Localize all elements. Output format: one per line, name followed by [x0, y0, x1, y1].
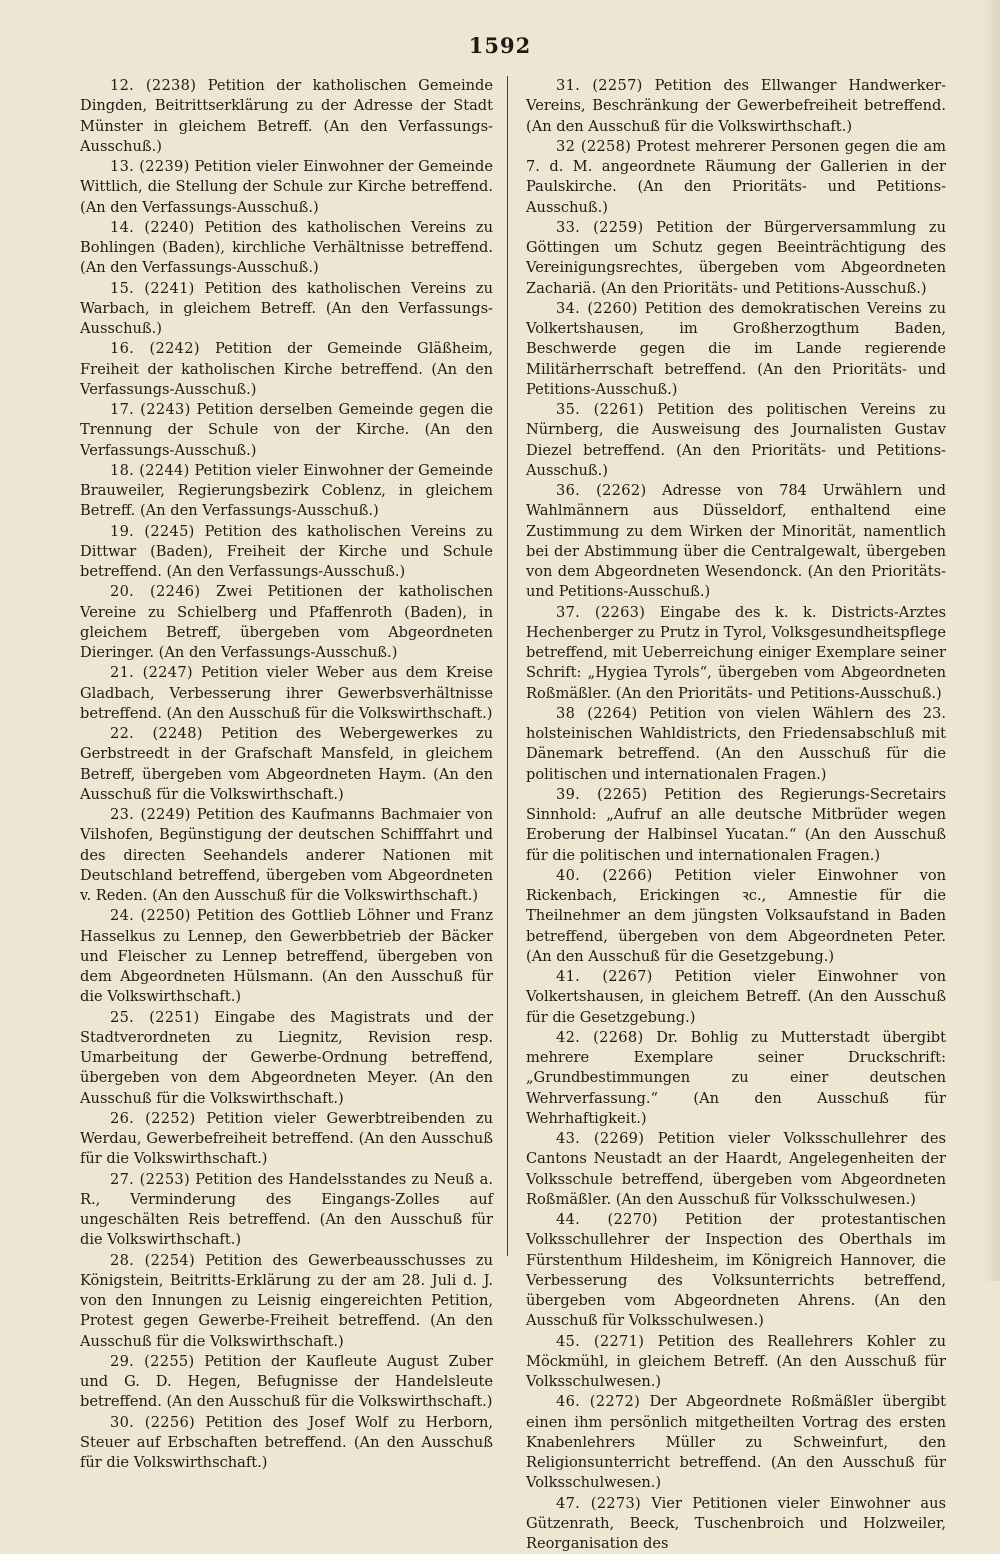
- entry-number: 29. (2255): [110, 1353, 194, 1370]
- entry-number: 41. (2267): [556, 968, 653, 985]
- entry-text: Petition des Ellwanger Handwerker-Vereins, Beschränkung der Gewerbefreiheit betreffend. (An den Ausschuß für die Volkswirthschaft.): [526, 77, 946, 135]
- entry-text: Petition vieler Weber aus dem Kreise Gladbach, Verbesserung ihrer Gewerbsverhältnisse betreffend. (An den Ausschuß für die Volkswirthschaft.): [80, 664, 493, 722]
- entry-text: Petition von vielen Wählern des 23. holsteinischen Wahldistricts, den Friedensabschluß mit Dänemark betreffend. (An den Ausschuß für die politischen und internationalen Fragen.): [526, 705, 946, 783]
- entry-text: Petition des Gewerbeausschusses zu Königstein, Beitritts-Erklärung zu der am 28. Juli d. J. von den Innungen zu Leisnig eingereichten Petition, Protest gegen Gewerbe-Freiheit betreffend. (An den Ausschuß für die Volkswirthschaft.): [80, 1252, 493, 1350]
- petition-entry: [526, 967, 946, 1028]
- petition-entry: [80, 76, 493, 157]
- petition-entry: [526, 603, 946, 704]
- entry-text: Petition vieler Einwohner der Gemeinde Wittlich, die Stellung der Schule zur Kirche betreffend. (An den Verfassungs-Ausschuß.): [80, 158, 493, 216]
- entry-text: Petition des Webergewerkes zu Gerbstreedt in der Grafschaft Mansfeld, in gleichem Betreff, übergeben vom Abgeordneten Haym. (An den Ausschuß für die Volkswirthschaft.): [80, 725, 493, 803]
- petition-entry: [80, 1251, 493, 1352]
- entry-number: 32 (2258): [556, 138, 631, 155]
- left-column: [80, 76, 493, 1266]
- petition-entry: [80, 663, 493, 724]
- entry-text: Dr. Bohlig zu Mutterstadt übergibt mehrere Exemplare seiner Druckschrift: „Grundbestimmungen zu einer deutschen Wehrverfassung.“ (An den Ausschuß für Wehrhaftigkeit.): [526, 1029, 946, 1127]
- entry-number: 35. (2261): [556, 401, 644, 418]
- petition-entry: [526, 1494, 946, 1554]
- entry-number: 26. (2252): [110, 1110, 195, 1127]
- entry-text: Protest mehrerer Personen gegen die am 7. d. M. angeordnete Räumung der Gallerien in der Paulskirche. (An den Prioritäts- und Petitions-Ausschuß.): [526, 138, 946, 216]
- entry-text: Petition des katholischen Vereins zu Warbach, in gleichem Betreff. (An den Verfassungs-Ausschuß.): [80, 280, 493, 338]
- entry-number: 14. (2240): [110, 219, 195, 236]
- entry-text: Petition vieler Einwohner der Gemeinde Brauweiler, Regierungsbezirk Coblenz, in gleichem Betreff. (An den Verfassungs-Ausschuß.): [80, 462, 493, 520]
- petition-entry: [526, 1129, 946, 1210]
- column-divider: [507, 76, 508, 1256]
- page-number: 1592: [0, 33, 1000, 58]
- petition-entry: [80, 522, 493, 583]
- entry-number: 33. (2259): [556, 219, 643, 236]
- entry-text: Der Abgeordnete Roßmäßler übergibt einen ihm persönlich mitgetheilten Vortrag des ersten Knabenlehrers Müller zu Schweinfurt, den Religionsunterricht betreffend. (An den Ausschuß für Volksschulwesen.): [526, 1393, 946, 1491]
- petition-entry: [526, 1392, 946, 1493]
- entry-text: Petition der katholischen Gemeinde Dingden, Beitrittserklärung zu der Adresse der Stadt Münster in gleichem Betreff. (An den Verfassungs-Ausschuß.): [80, 77, 493, 155]
- entry-number: 39. (2265): [556, 786, 647, 803]
- entry-text: Petition des politischen Vereins zu Nürnberg, die Ausweisung des Journalisten Gustav Diezel betreffend. (An den Prioritäts- und Petitions-Ausschuß.): [526, 401, 946, 479]
- entry-number: 20. (2246): [110, 583, 200, 600]
- entry-text: Adresse von 784 Urwählern und Wahlmännern aus Düsseldorf, enthaltend eine Zustimmung zu dem Wirken der Minorität, namentlich bei der Abstimmung über die Centralgewalt, übergeben von dem Abgeordneten Wesendonck. (An den Prioritäts- und Petitions-Ausschuß.): [526, 482, 946, 600]
- entry-number: 34. (2260): [556, 300, 638, 317]
- petition-entry: [526, 137, 946, 218]
- petition-entry: [526, 400, 946, 481]
- entry-text: Petition der Gemeinde Gläßheim, Freiheit der katholischen Kirche betreffend. (An den Verfassungs-Ausschuß.): [80, 340, 493, 398]
- entry-number: 43. (2269): [556, 1130, 644, 1147]
- entry-number: 30. (2256): [110, 1414, 195, 1431]
- entry-text: Zwei Petitionen der katholischen Vereine zu Schielberg und Pfaffenroth (Baden), in gleichem Betreff, übergeben vom Abgeordneten Dieringer. (An den Verfassungs-Ausschuß.): [80, 583, 493, 661]
- entry-number: 44. (2270): [556, 1211, 658, 1228]
- petition-entry: [526, 76, 946, 137]
- entry-number: 24. (2250): [110, 907, 191, 924]
- entry-text: Petition des Josef Wolf zu Herborn, Steuer auf Erbschaften betreffend. (An den Ausschuß für die Volkswirthschaft.): [80, 1414, 493, 1472]
- entry-text: Petition des Handelsstandes zu Neuß a. R., Verminderung des Eingangs-Zolles auf ungeschälten Reis betreffend. (An den Ausschuß für die Volkswirthschaft.): [80, 1171, 493, 1249]
- entry-text: Eingabe des Magistrats und der Stadtverordneten zu Liegnitz, Revision resp. Umarbeitung der Gewerbe-Ordnung betreffend, übergeben von dem Abgeordneten Meyer. (An den Ausschuß für die Volkswirthschaft.): [80, 1009, 493, 1107]
- petition-entry: [80, 400, 493, 461]
- petition-entry: [526, 866, 946, 967]
- entry-text: Petition des katholischen Vereins zu Dittwar (Baden), Freiheit der Kirche und Schule betreffend. (An den Verfassungs-Ausschuß.): [80, 523, 493, 581]
- entry-text: Petition des Gottlieb Löhner und Franz Hasselkus zu Lennep, den Gewerbbetrieb der Bäcker und Fleischer zu Lennep betreffend, übergeben von dem Abgeordneten Hülsmann. (An den Ausschuß für die Volkswirthschaft.): [80, 907, 493, 1005]
- entry-number: 18. (2244): [110, 462, 190, 479]
- entry-text: Vier Petitionen vieler Einwohner aus Gützenrath, Beeck, Tuschenbroich und Holzweiler, Reorganisation des: [526, 1495, 946, 1553]
- petition-entry: [80, 1413, 493, 1474]
- entry-text: Petition des Kaufmanns Bachmaier von Vilshofen, Begünstigung der deutschen Schifffahrt und des directen Seehandels anderer Nationen mit Deutschland betreffend, übergeben vom Abgeordneten v. Reden. (An den Ausschuß für die Volkswirthschaft.): [80, 806, 493, 904]
- entry-text: Petition vieler Gewerbtreibenden zu Werdau, Gewerbefreiheit betreffend. (An den Ausschuß für die Volkswirthschaft.): [80, 1110, 493, 1168]
- entry-text: Petition des katholischen Vereins zu Bohlingen (Baden), kirchliche Verhältnisse betreffend. (An den Verfassungs-Ausschuß.): [80, 219, 493, 277]
- right-column: [526, 76, 946, 1266]
- entry-number: 12. (2238): [110, 77, 196, 94]
- entry-number: 37. (2263): [556, 604, 645, 621]
- entry-text: Petition der Kaufleute August Zuber und G. D. Hegen, Befugnisse der Handelsleute betreffend. (An den Ausschuß für die Volkswirthschaft.): [80, 1353, 493, 1411]
- petition-entry: [526, 785, 946, 866]
- entry-number: 25. (2251): [110, 1009, 200, 1026]
- petition-entry: [80, 1352, 493, 1413]
- entry-number: 28. (2254): [110, 1252, 195, 1269]
- entry-text: Petition des demokratischen Vereins zu Volkertshausen, im Großherzogthum Baden, Beschwerde gegen die im Lande regierende Militärherrschaft betreffend. (An den Prioritäts- und Petitions-Ausschuß.): [526, 300, 946, 398]
- petition-entry: [526, 218, 946, 299]
- entry-number: 13. (2239): [110, 158, 190, 175]
- petition-entry: [526, 299, 946, 400]
- entry-text: Petition vieler Volksschullehrer des Cantons Neustadt an der Haardt, Angelegenheiten der Volksschule betreffend, übergeben vom Abgeordneten Roßmäßler. (An den Ausschuß für Volksschulwesen.): [526, 1130, 946, 1208]
- petition-entry: [80, 906, 493, 1007]
- entry-text: Petition derselben Gemeinde gegen die Trennung der Schule von der Kirche. (An den Verfassungs-Ausschuß.): [80, 401, 493, 459]
- petition-entry: [80, 805, 493, 906]
- entry-text: Petition des Regierungs-Secretairs Sinnhold: „Aufruf an alle deutsche Mitbrüder wegen Eroberung der Halbinsel Yucatan.“ (An den Ausschuß für die politischen und internationalen Fragen.): [526, 786, 946, 864]
- petition-entry: [526, 704, 946, 785]
- entry-number: 27. (2253): [110, 1171, 190, 1188]
- entry-text: Eingabe des k. k. Districts-Arztes Hechenberger zu Prutz in Tyrol, Volksgesundheitspflege betreffend, mit Ueberreichung einiger Exemplare seiner Schrift: „Hygiea Tyrols“, übergeben vom Abgeordneten Roßmäßler. (An den Prioritäts- und Petitions-Ausschuß.): [526, 604, 946, 702]
- entry-number: 21. (2247): [110, 664, 193, 681]
- entry-number: 47. (2273): [556, 1495, 641, 1512]
- entry-number: 23. (2249): [110, 806, 191, 823]
- entry-number: 38 (2264): [556, 705, 638, 722]
- petition-entry: [526, 481, 946, 603]
- entry-text: Petition vieler Einwohner von Volkertshausen, in gleichem Betreff. (An den Ausschuß für die Gesetzgebung.): [526, 968, 946, 1026]
- entry-number: 15. (2241): [110, 280, 195, 297]
- entry-number: 36. (2262): [556, 482, 646, 499]
- petition-entry: [80, 1170, 493, 1251]
- petition-entry: [80, 1109, 493, 1170]
- entry-text: Petition der Bürgerversammlung zu Göttingen um Schutz gegen Beeinträchtigung des Vereinigungsrechtes, übergeben vom Abgeordneten Zachariä. (An den Prioritäts- und Petitions-Ausschuß.): [526, 219, 946, 297]
- entry-text: Petition der protestantischen Volksschullehrer der Inspection des Oberthals im Fürstenthum Hildesheim, im Königreich Hannover, die Verbesserung des Volksunterrichts betreffend, übergeben vom Abgeordneten Ahrens. (An den Ausschuß für Volksschulwesen.): [526, 1211, 946, 1329]
- petition-entry: [526, 1028, 946, 1129]
- entry-number: 31. (2257): [556, 77, 643, 94]
- petition-entry: [80, 157, 493, 218]
- entry-number: 40. (2266): [556, 867, 653, 884]
- entry-number: 16. (2242): [110, 340, 200, 357]
- entry-number: 17. (2243): [110, 401, 191, 418]
- petition-entry: [526, 1332, 946, 1393]
- entry-number: 19. (2245): [110, 523, 195, 540]
- petition-entry: [526, 1210, 946, 1332]
- page-edge-shadow: [982, 0, 1000, 1281]
- entry-number: 45. (2271): [556, 1333, 644, 1350]
- petition-entry: [80, 279, 493, 340]
- petition-entry: [80, 724, 493, 805]
- petition-entry: [80, 1008, 493, 1109]
- petition-entry: [80, 461, 493, 522]
- entry-number: 46. (2272): [556, 1393, 640, 1410]
- entry-text: Petition vieler Einwohner von Rickenbach, Erickingen ꝛc., Amnestie für die Theilnehmer an dem jüngsten Volksaufstand in Baden betreffend, übergeben von dem Abgeordneten Peter. (An den Ausschuß für die Gesetzgebung.): [526, 867, 946, 965]
- petition-entry: [80, 582, 493, 663]
- entry-text: Petition des Reallehrers Kohler zu Möckmühl, in gleichem Betreff. (An den Ausschuß für Volksschulwesen.): [526, 1333, 946, 1391]
- petition-entry: [80, 339, 493, 400]
- entry-number: 22. (2248): [110, 725, 203, 742]
- petition-entry: [80, 218, 493, 279]
- entry-number: 42. (2268): [556, 1029, 643, 1046]
